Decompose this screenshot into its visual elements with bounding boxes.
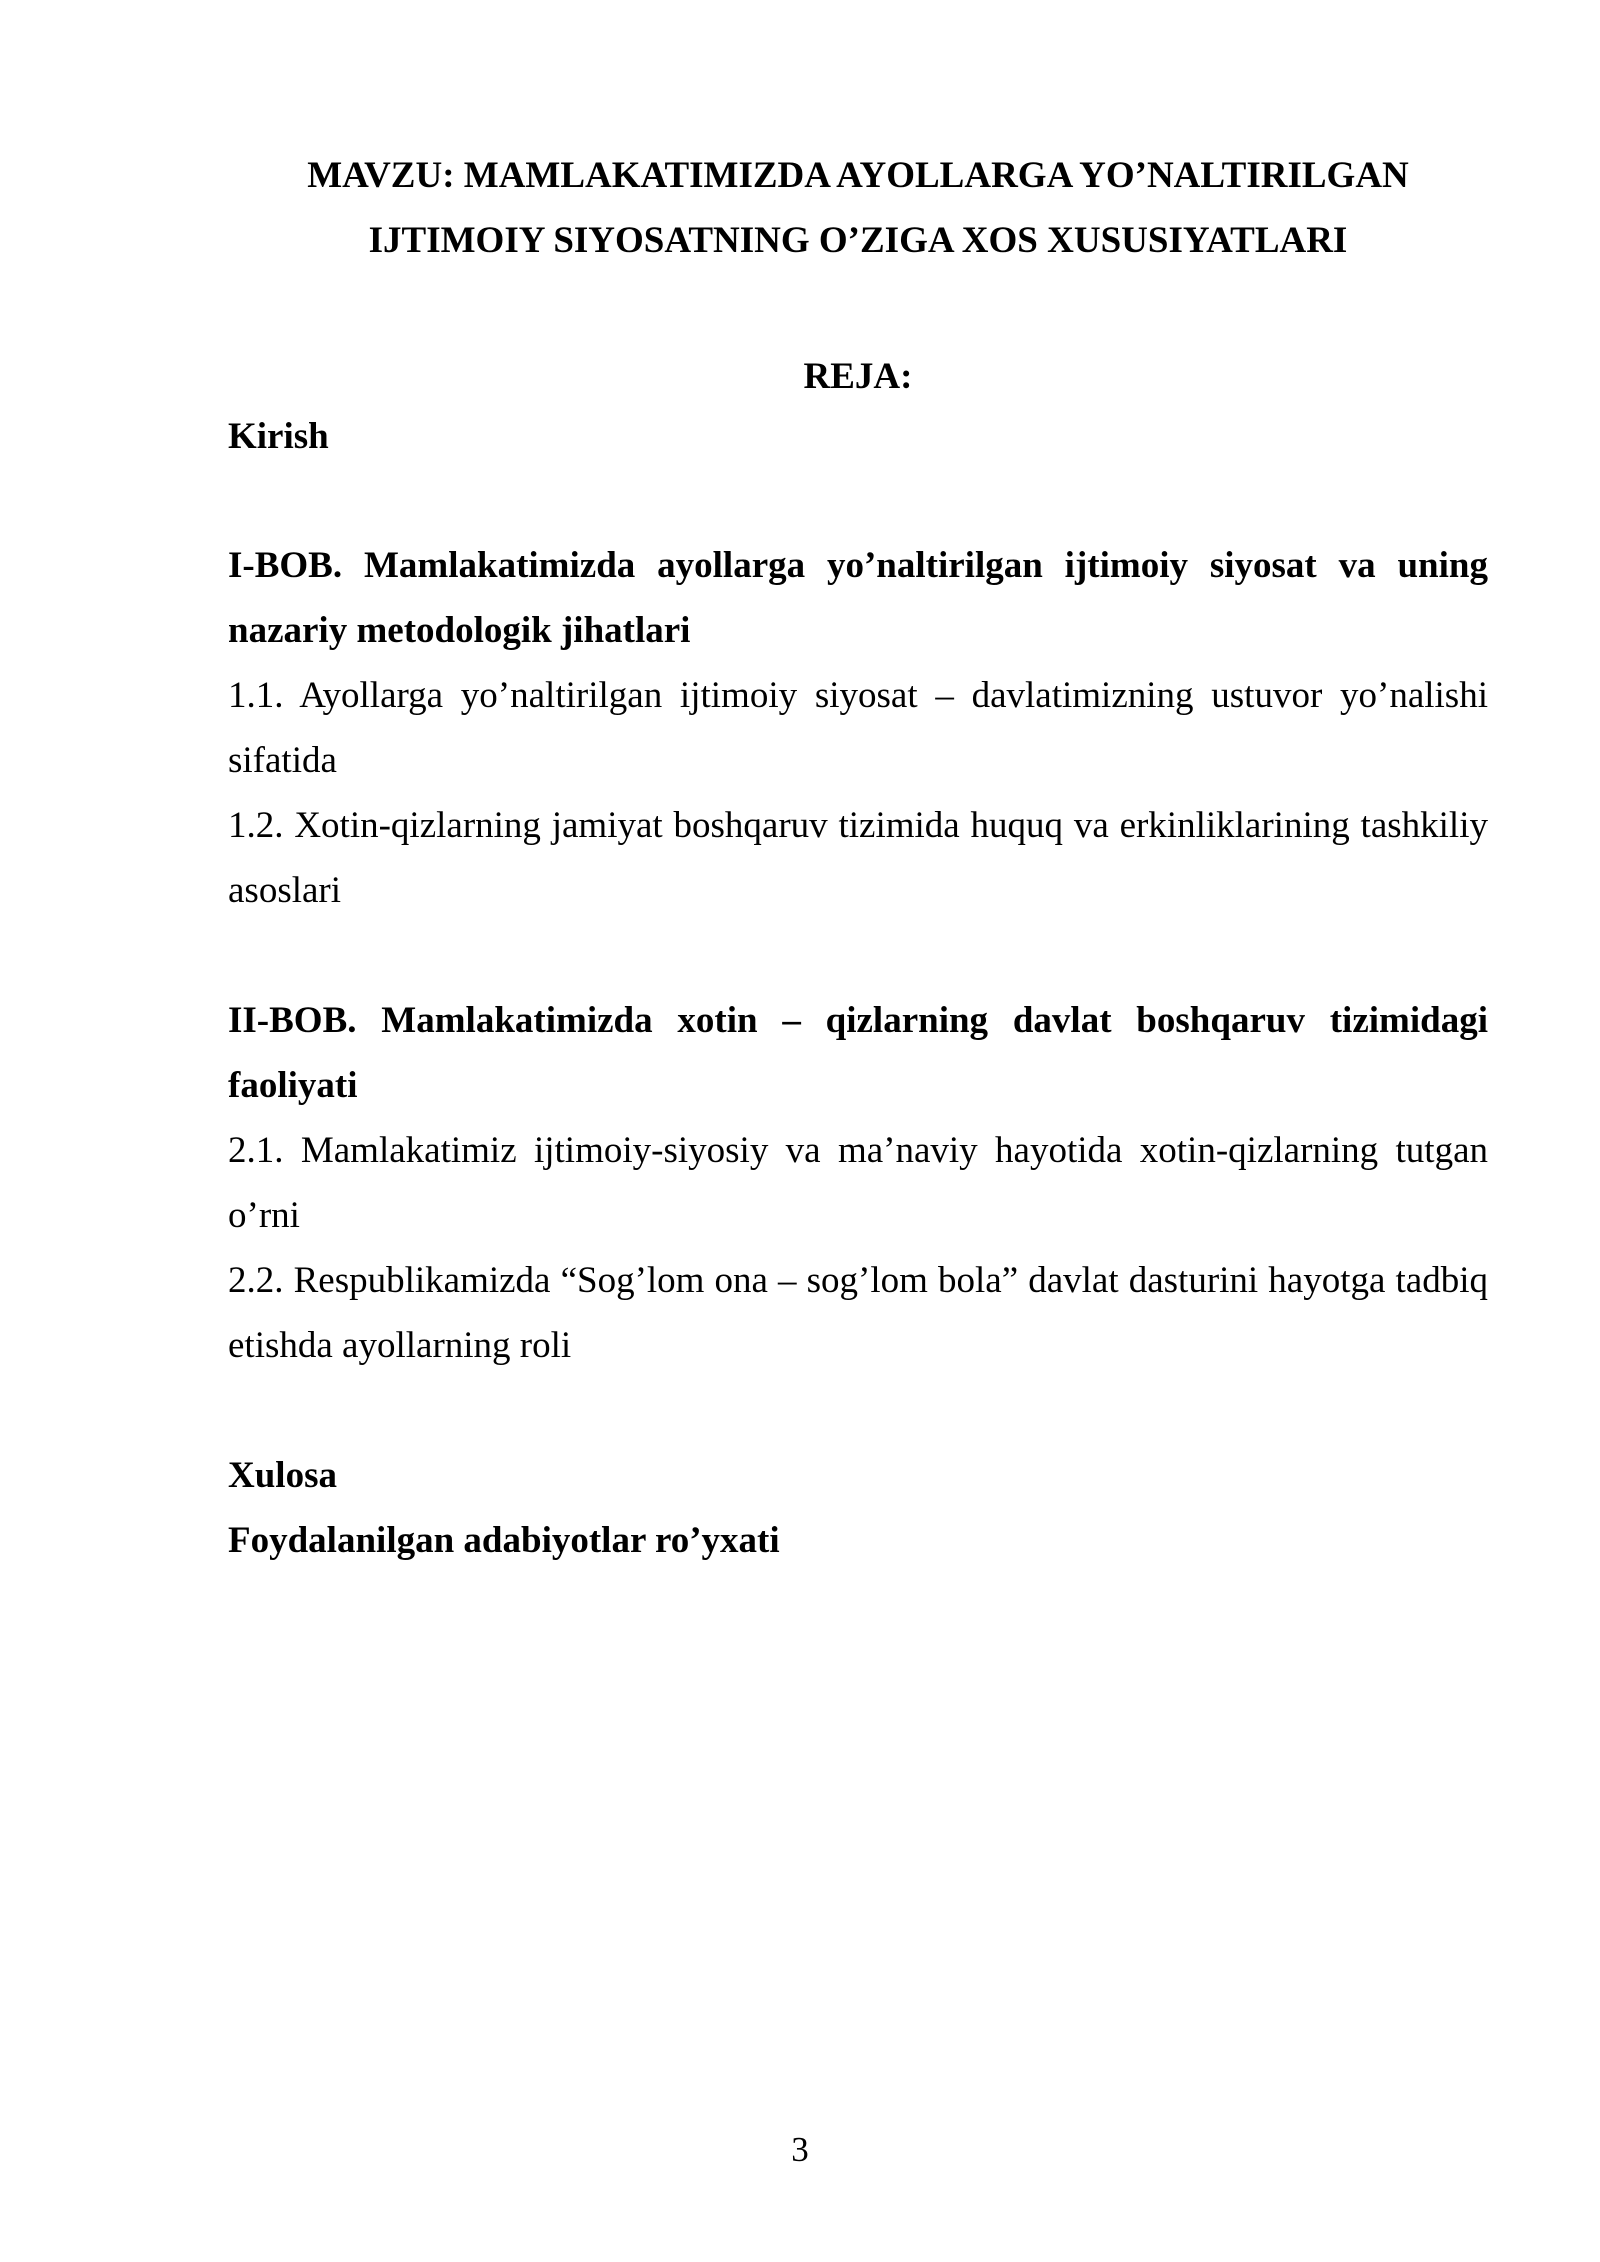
page-number: 3 — [791, 2130, 809, 2169]
chapter-2-heading: II-BOB. Mamlakatimizda xotin – qizlarning davlat boshqaruv tizimidagi faoliyati — [228, 1000, 1488, 1106]
chapter-2-section-2: 2.2. Respublikamizda “Sog’lom ona – sog’lom bola” davlat dasturini hayotga tadbiq etishda ayollarning roli — [228, 1260, 1488, 1366]
chapter-2-section-1: 2.1. Mamlakatimiz ijtimoiy-siyosiy va ma’naviy hayotida xotin-qizlarning tutgan o’rni — [228, 1130, 1488, 1236]
plan-heading: REJA: — [803, 356, 913, 397]
chapter-1-section-2: 1.2. Xotin-qizlarning jamiyat boshqaruv tizimida huquq va erkinliklarining tashkiliy asoslari — [228, 805, 1488, 911]
title-line-1: MAVZU: MAMLAKATIMIZDA AYOLLARGA YO’NALTIRILGAN — [307, 155, 1409, 196]
chapter-1-heading: I-BOB. Mamlakatimizda ayollarga yo’naltirilgan ijtimoiy siyosat va uning nazariy metodologik jihatlari — [228, 545, 1488, 651]
conclusion-heading: Xulosa — [228, 1455, 337, 1496]
chapter-1-section-1: 1.1. Ayollarga yo’naltirilgan ijtimoiy siyosat – davlatimizning ustuvor yo’nalishi sifatida — [228, 675, 1488, 781]
references-heading: Foydalanilgan adabiyotlar ro’yxati — [228, 1520, 780, 1561]
title-line-2: IJTIMOIY SIYOSATNING O’ZIGA XOS XUSUSIYATLARI — [368, 220, 1348, 261]
document-title — [228, 143, 1488, 273]
intro-heading: Kirish — [228, 416, 329, 457]
